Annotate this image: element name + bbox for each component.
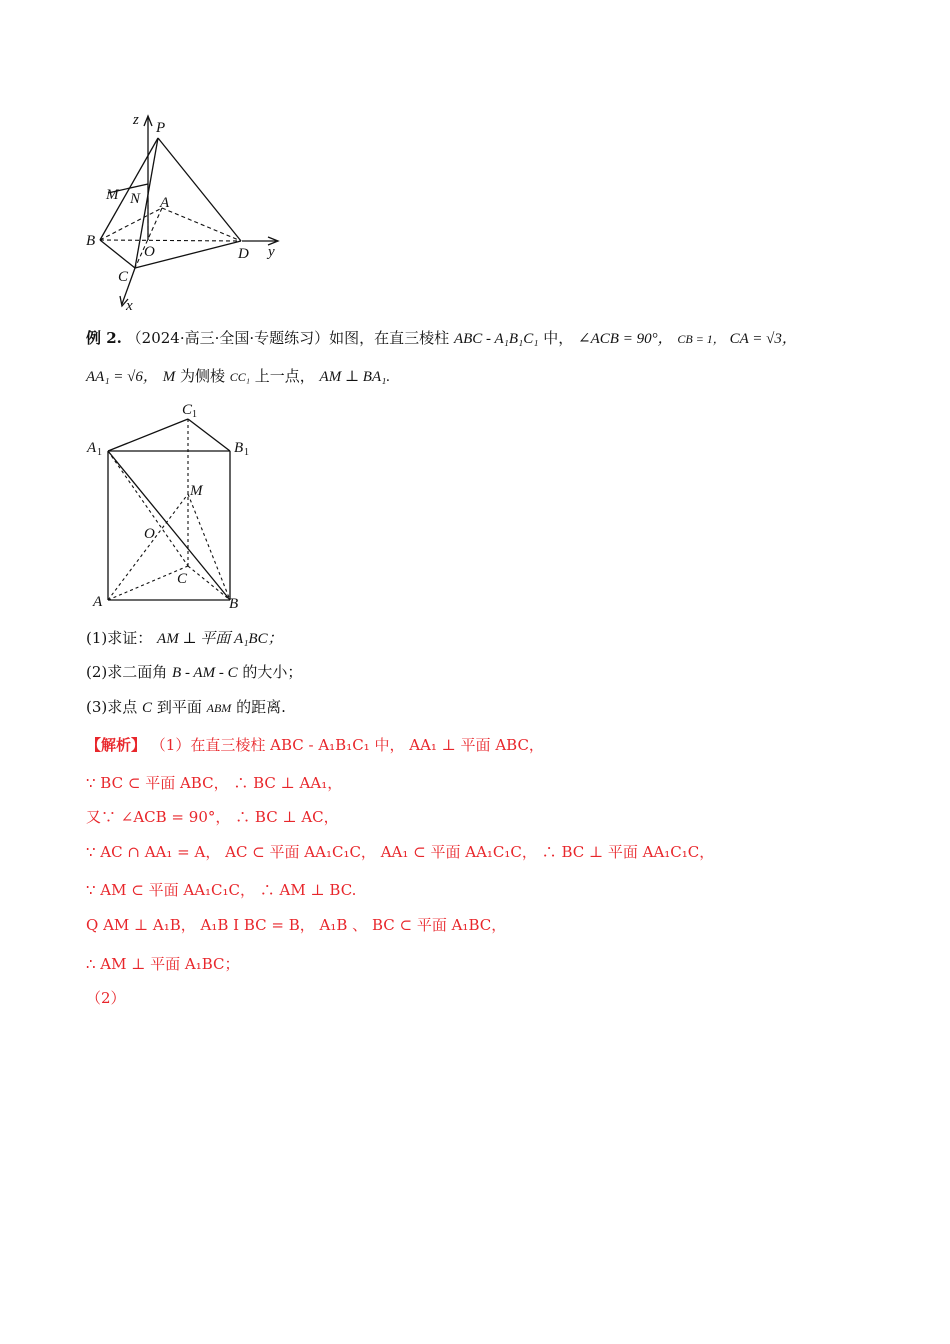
q3-point-c: C: [142, 700, 153, 716]
label-B1-sub: 1: [244, 447, 249, 458]
example-source: （2024·高三·全国·专题练习）如图，在直三棱柱: [126, 329, 450, 347]
label-z: z: [133, 112, 139, 128]
label-P: P: [156, 120, 166, 136]
q2-suffix: 的大小；: [242, 663, 303, 681]
m-text2: 上一点，: [254, 367, 315, 385]
ca-value: CA = √3，: [729, 331, 797, 347]
label-C2: C: [177, 571, 188, 587]
q1-prefix: (1)求证：: [86, 629, 153, 647]
label-B: B: [86, 233, 96, 249]
solution-l7: ∴ AM ⊥ 平面 A₁BC；: [86, 955, 240, 973]
label-D: D: [238, 246, 249, 262]
q3-suffix: 的距离.: [236, 698, 286, 716]
solution-line-1: [86, 735, 544, 755]
label-M: M: [106, 187, 119, 203]
label-A1: A: [87, 440, 97, 456]
solution-l3: 又∵ ∠ACB = 90°， ∴ BC ⊥ AC，: [86, 808, 339, 826]
prism-name: ABC - A₁B₁C₁: [453, 331, 539, 347]
solution-line-8: [86, 988, 126, 1008]
solution-line-7: [86, 954, 240, 974]
point-m: M: [162, 369, 176, 385]
question-1: [86, 628, 283, 649]
solution-l6: Q AM ⊥ A₁B， A₁B I BC = B， A₁B 、 BC ⊂ 平面 A₁BC，: [86, 916, 507, 934]
solution-line-2: [86, 773, 342, 793]
q3-prefix: (3)求点: [86, 698, 138, 716]
label-A: A: [160, 195, 170, 211]
solution-line-6: [86, 915, 506, 935]
q3-plane-abm: ABM: [206, 701, 232, 715]
label-A2: A: [93, 594, 103, 610]
label-C1: C: [182, 402, 193, 418]
label-O: O: [144, 244, 155, 260]
solution-l1: （1）在直三棱柱 ABC - A₁B₁C₁ 中， AA₁ ⊥ 平面 ABC，: [150, 736, 544, 754]
example-number: 例 2.: [86, 329, 122, 347]
solution-line-5: [86, 880, 356, 900]
question-2: [86, 662, 302, 683]
figure-pyramid: [80, 108, 300, 314]
example-statement-line2: [86, 366, 390, 387]
angle-acb: ∠ACB = 90°，: [578, 331, 673, 347]
solution-l4: ∵ AC ∩ AA₁ = A， AC ⊂ 平面 AA₁C₁C， AA₁ ⊂ 平面 AA₁C₁C， ∴ BC ⊥ 平面 AA₁C₁C，: [86, 843, 715, 861]
label-x: x: [126, 298, 133, 314]
label-A1-sub: 1: [97, 447, 102, 458]
q2-prefix: (2)求二面角: [86, 663, 168, 681]
label-C1-sub: 1: [192, 409, 197, 420]
q2-expr: B - AM - C: [172, 665, 238, 681]
figure-prism: [84, 398, 264, 616]
perp-condition: AM ⊥ BA₁.: [319, 369, 391, 385]
q1-expr: AM ⊥ 平面 A₁BC；: [157, 631, 283, 647]
label-B2: B: [229, 596, 239, 612]
label-B1: B: [234, 440, 244, 456]
label-O2: O: [144, 526, 155, 542]
solution-line-3: [86, 807, 339, 827]
m-text: 为侧棱: [179, 367, 225, 385]
edge-cc1: CC₁: [229, 370, 250, 384]
cb-value: CB = 1，: [677, 332, 725, 346]
solution-tag: 【解析】: [86, 736, 147, 754]
solution-line-4: [86, 842, 714, 862]
solution-l2: ∵ BC ⊂ 平面 ABC， ∴ BC ⊥ AA₁，: [86, 774, 343, 792]
solution-l8: （2）: [86, 989, 126, 1007]
solution-l5: ∵ AM ⊂ 平面 AA₁C₁C， ∴ AM ⊥ BC.: [86, 881, 357, 899]
label-C: C: [118, 269, 129, 285]
question-3: [86, 697, 286, 718]
label-N: N: [130, 191, 141, 207]
example-statement-line1: [86, 328, 797, 349]
prism-after: 中，: [543, 329, 574, 347]
label-y: y: [268, 244, 275, 260]
aa1-value: AA₁ = √6，: [86, 369, 158, 385]
label-M2: M: [190, 483, 203, 499]
q3-mid: 到平面: [156, 698, 202, 716]
